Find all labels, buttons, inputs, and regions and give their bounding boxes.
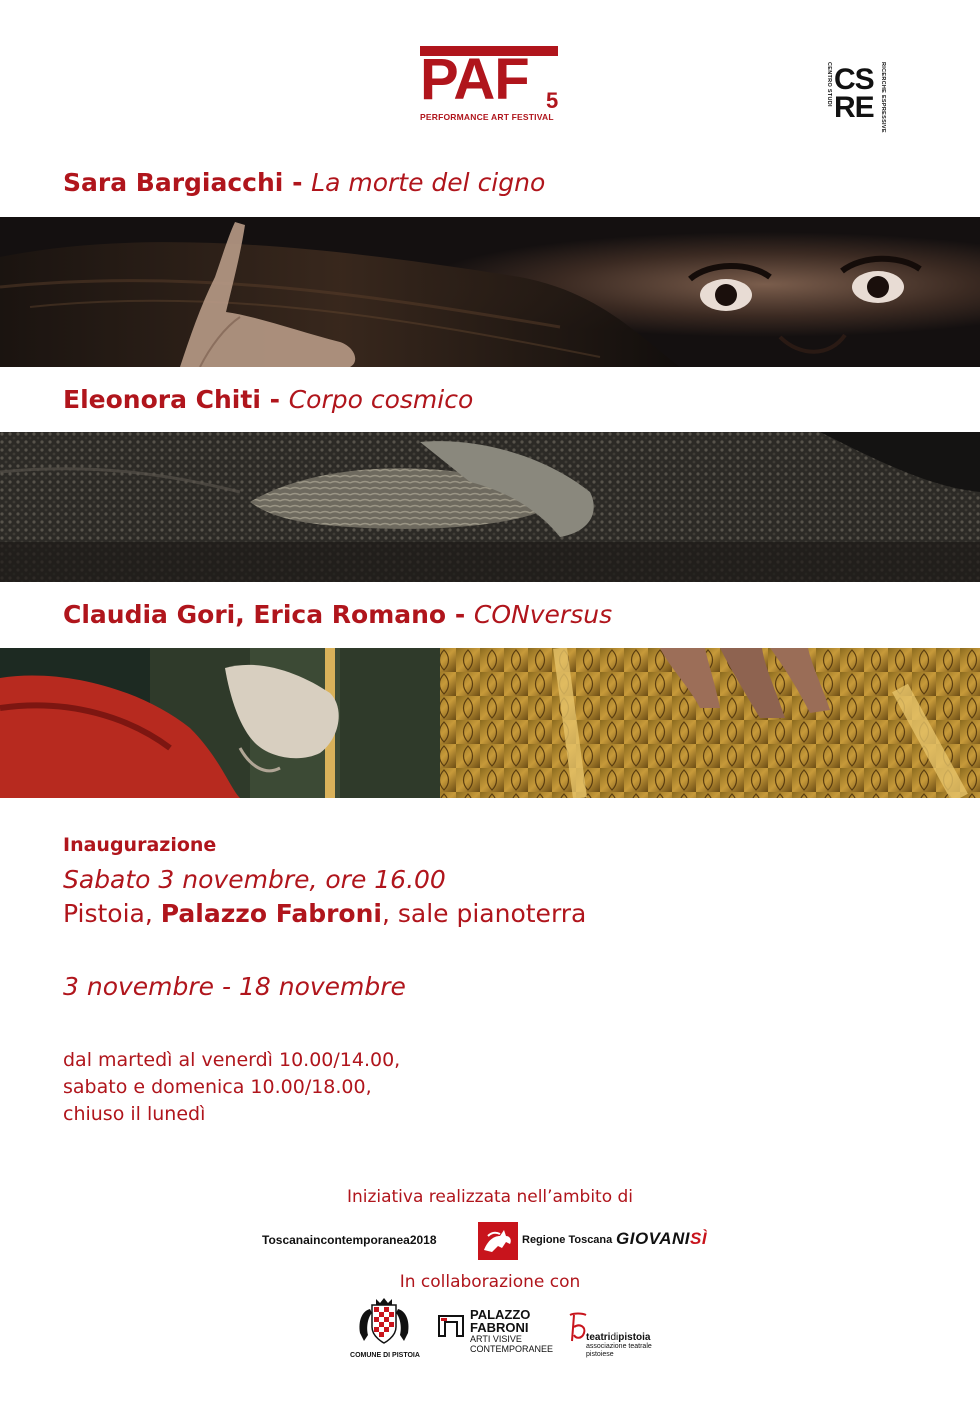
teatri-pistoia-icon bbox=[566, 1311, 588, 1347]
performance-separator: - bbox=[260, 385, 289, 414]
teatri-word: teatri bbox=[586, 1332, 611, 1343]
photo-cosmic-band bbox=[0, 432, 980, 582]
performance-title-1 bbox=[63, 166, 545, 200]
teatri-line-2: associazione teatrale bbox=[586, 1343, 652, 1350]
collaboration-label: In collaborazione con bbox=[399, 1272, 581, 1292]
paf-logo-subtitle: PERFORMANCE ART FESTIVAL bbox=[420, 112, 554, 122]
date-range: 3 novembre - 18 novembre bbox=[63, 972, 406, 1001]
place-rest: , sale pianoterra bbox=[381, 899, 587, 928]
performance-artist: Eleonora Chiti bbox=[63, 385, 261, 414]
sponsor-giovani-si bbox=[616, 1229, 707, 1249]
performance-image-3 bbox=[0, 648, 980, 798]
opening-label: Inaugurazione bbox=[63, 834, 217, 856]
performance-work: Corpo cosmico bbox=[288, 385, 474, 414]
performance-image-1 bbox=[0, 217, 980, 367]
initiative-label: Iniziativa realizzata nell’ambito di bbox=[346, 1187, 634, 1207]
palazzo-line-1: PALAZZO bbox=[470, 1307, 531, 1322]
opening-hours bbox=[63, 1047, 400, 1128]
partner-teatri-pistoia bbox=[586, 1333, 652, 1359]
di-word: di bbox=[610, 1332, 619, 1343]
performance-image-2 bbox=[0, 432, 980, 582]
sponsor-regione-toscana: Regione Toscana bbox=[522, 1234, 613, 1246]
photo-painting-band bbox=[0, 648, 980, 798]
csre-side-right: RICERCHE ESPRESSIVE bbox=[880, 62, 886, 133]
partner-comune-pistoia: COMUNE DI PISTOIA bbox=[350, 1352, 420, 1359]
teatri-line-1 bbox=[586, 1333, 652, 1343]
csre-letter-r: R bbox=[834, 91, 855, 124]
csre-side-left: CENTRO STUDI bbox=[826, 62, 832, 107]
performance-separator: - bbox=[283, 168, 312, 197]
csre-letter-e: E bbox=[854, 91, 874, 124]
palazzo-fabroni-icon bbox=[437, 1312, 465, 1338]
pistoia-word: pistoia bbox=[618, 1332, 651, 1343]
csre-letter-s: S bbox=[854, 63, 874, 96]
performance-title-2 bbox=[63, 383, 473, 417]
paf-logo bbox=[420, 46, 570, 128]
photo-swan-band bbox=[0, 217, 980, 367]
performance-work: CONversus bbox=[473, 600, 613, 629]
performance-work: La morte del cigno bbox=[311, 168, 546, 197]
paf-logo-letters: PAF bbox=[420, 47, 529, 112]
performance-artist: Sara Bargiacchi bbox=[63, 168, 284, 197]
csre-letter-c: C bbox=[834, 63, 855, 96]
performance-artist: Claudia Gori, Erica Romano bbox=[63, 600, 447, 629]
palazzo-line-3: ARTI VISIVE bbox=[470, 1334, 522, 1344]
hours-line: chiuso il lunedì bbox=[63, 1103, 206, 1125]
si-text: SÌ bbox=[690, 1229, 708, 1248]
pegasus-icon bbox=[478, 1222, 518, 1260]
giovani-text: GIOVANI bbox=[616, 1229, 691, 1248]
hours-line: dal martedì al venerdì 10.00/14.00, bbox=[63, 1049, 401, 1071]
partner-palazzo-fabroni bbox=[470, 1308, 553, 1354]
palazzo-line-4: CONTEMPORANEE bbox=[470, 1344, 554, 1354]
teatri-line-3: pistoiese bbox=[586, 1351, 614, 1358]
paf-logo-number: 5 bbox=[546, 88, 559, 113]
sponsor-toscana-contemporanea: Toscanaincontemporanea2018 bbox=[262, 1233, 437, 1247]
hours-line: sabato e domenica 10.00/18.00, bbox=[63, 1076, 372, 1098]
event-place bbox=[63, 897, 586, 931]
place-venue: Palazzo Fabroni bbox=[160, 899, 382, 928]
performance-separator: - bbox=[446, 600, 474, 629]
palazzo-line-2: FABRONI bbox=[470, 1320, 529, 1335]
performance-title-3 bbox=[63, 598, 612, 632]
csre-letters bbox=[834, 63, 884, 124]
csre-logo bbox=[826, 60, 888, 133]
place-city: Pistoia, bbox=[63, 899, 161, 928]
comune-crest-icon bbox=[350, 1297, 418, 1349]
opening-date: Sabato 3 novembre, ore 16.00 bbox=[63, 865, 446, 894]
